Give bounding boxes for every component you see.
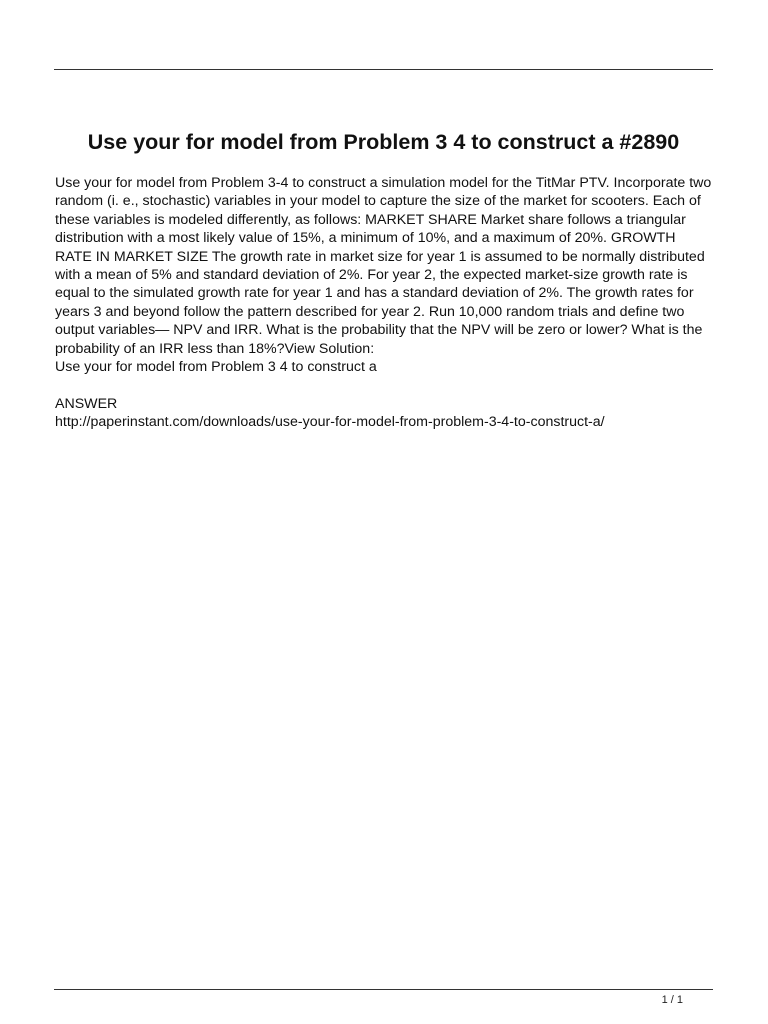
document-body [55,174,715,432]
problem-paragraph: Use your for model from Problem 3-4 to construct a simulation model for the TitMar PTV. Incorporate two random (i. e., stochastic) variables in your model to capture the size of the market for scooters. Each of these variables is modeled differently, as follows: MARKET SHARE Market share follows a triangular distribution with a most likely value of 15%, a minimum of 10%, and a maximum of 20%. GROWTH RATE IN MARKET SIZE The growth rate in market size for year 1 is assumed to be normally distributed with a mean of 5% and standard deviation of 2%. For year 2, the expected market-size growth rate is equal to the simulated growth rate for year 1 and has a standard deviation of 2%. The growth rates for years 3 and beyond follow the pattern described for year 2. Run 10,000 random trials and define two output variables— NPV and IRR. What is the probability that the NPV will be zero or lower? What is the probability of an IRR less than 18%?View Solution: [55,175,712,357]
paragraph-gap [55,376,715,394]
page-indicator: 1 / 1 [661,994,683,1006]
answer-label: ANSWER [55,395,118,412]
header-rule [54,69,713,70]
answer-url-line [55,413,715,431]
footer-rule [54,989,713,990]
document-title: Use your for model from Problem 3 4 to construct a #2890 [87,130,680,154]
answer-link[interactable]: http://paperinstant.com/downloads/use-your-for-model-from-problem-3-4-to-construct-a/ [55,414,605,431]
repeat-title-line: Use your for model from Problem 3 4 to construct a [55,359,377,376]
